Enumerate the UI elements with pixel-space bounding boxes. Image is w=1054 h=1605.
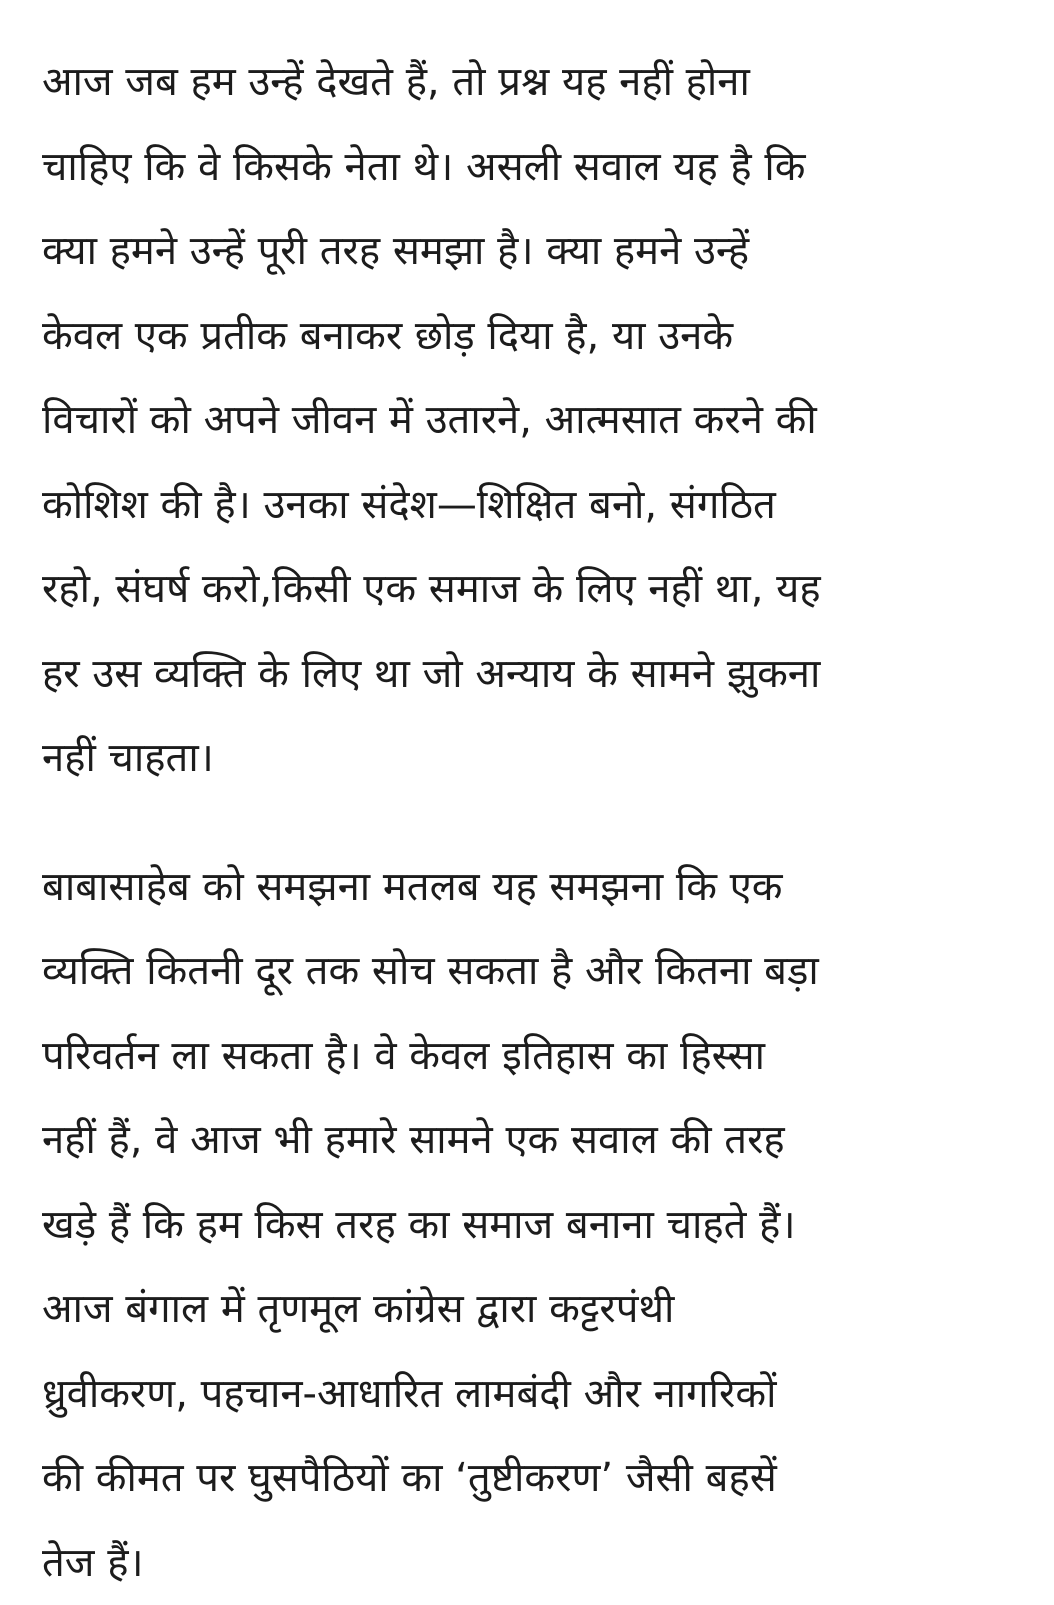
text-line: रहो, संघर्ष करो,किसी एक समाज के लिए नहीं था, यह: [42, 547, 1032, 632]
text-line: विचारों को अपने जीवन में उतारने, आत्मसात करने की: [42, 378, 1032, 463]
text-line: आज जब हम उन्हें देखते हैं, तो प्रश्न यह नहीं होना: [42, 40, 1032, 125]
text-line: तेज हैं।: [42, 1521, 1032, 1605]
text-line: क्या हमने उन्हें पूरी तरह समझा है। क्या हमने उन्हें: [42, 209, 1032, 294]
paragraph-spacer: [42, 801, 1032, 845]
text-line: की कीमत पर घुसपैठियों का ‘तुष्टीकरण’ जैसी बहसें: [42, 1436, 1032, 1521]
article-paragraph-1: [42, 40, 1032, 801]
text-line: बाबासाहेब को समझना मतलब यह समझना कि एक: [42, 845, 1032, 930]
text-line: केवल एक प्रतीक बनाकर छोड़ दिया है, या उनके: [42, 294, 1032, 379]
text-line: हर उस व्यक्ति के लिए था जो अन्याय के सामने झुकना: [42, 632, 1032, 717]
text-line: खड़े हैं कि हम किस तरह का समाज बनाना चाहते हैं।: [42, 1183, 1032, 1268]
text-line: आज बंगाल में तृणमूल कांग्रेस द्वारा कट्टरपंथी: [42, 1267, 1032, 1352]
text-line: ध्रुवीकरण, पहचान-आधारित लामबंदी और नागरिकों: [42, 1352, 1032, 1437]
article-paragraph-2: [42, 845, 1032, 1605]
text-line: नहीं चाहता।: [42, 716, 1032, 801]
text-line: कोशिश की है। उनका संदेश—शिक्षित बनो, संगठित: [42, 463, 1032, 548]
text-line: नहीं हैं, वे आज भी हमारे सामने एक सवाल की तरह: [42, 1098, 1032, 1183]
text-line: व्यक्ति कितनी दूर तक सोच सकता है और कितना बड़ा: [42, 929, 1032, 1014]
text-line: चाहिए कि वे किसके नेता थे। असली सवाल यह है कि: [42, 125, 1032, 210]
text-line: परिवर्तन ला सकता है। वे केवल इतिहास का हिस्सा: [42, 1014, 1032, 1099]
